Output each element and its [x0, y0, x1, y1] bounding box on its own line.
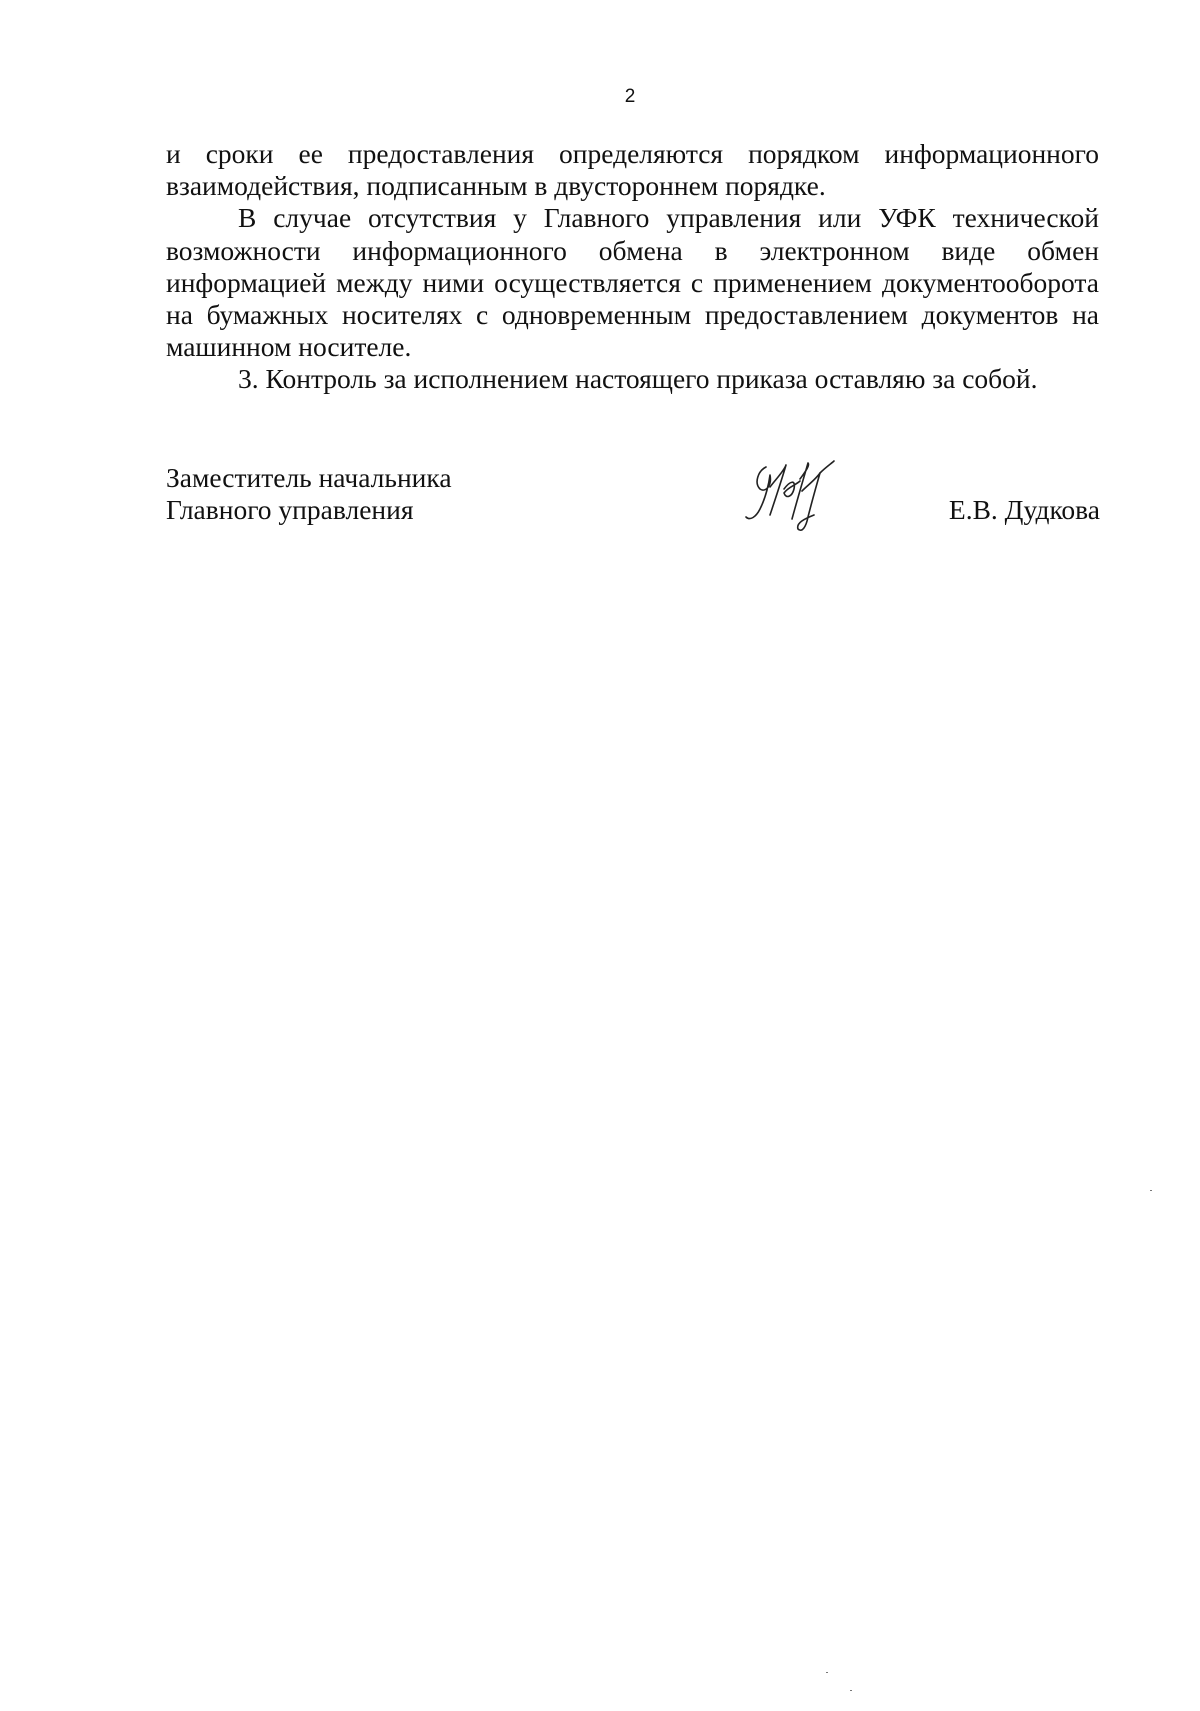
document-body — [166, 138, 1099, 396]
page-number: 2 — [624, 86, 636, 107]
signatory-position-line1: Заместитель начальника — [166, 462, 452, 493]
scan-speck — [826, 1672, 828, 1673]
paragraph-exchange: В случае отсутствия у Главного управления или УФК технической возможности информационного обмена в электронном виде обмен информацией между ними осуществляется с применением документооборота на бумажных носителях с одновременным предоставлением документов на машинном носителе. — [166, 202, 1099, 363]
handwritten-signature — [736, 457, 856, 537]
signatory-position — [166, 462, 452, 526]
signatory-position-line2: Главного управления — [166, 494, 414, 525]
scan-speck — [1150, 1190, 1152, 1191]
scan-speck — [850, 1690, 852, 1691]
paragraph-control: 3. Контроль за исполнением настоящего приказа оставляю за собой. — [238, 363, 1038, 395]
signatory-name: Е.В. Дудкова — [948, 494, 1100, 525]
signature-block — [166, 462, 1100, 552]
paragraph-continuation: и сроки ее предоставления определяются порядком информационного взаимодействия, подписанным в двустороннем порядке. — [166, 138, 1099, 202]
